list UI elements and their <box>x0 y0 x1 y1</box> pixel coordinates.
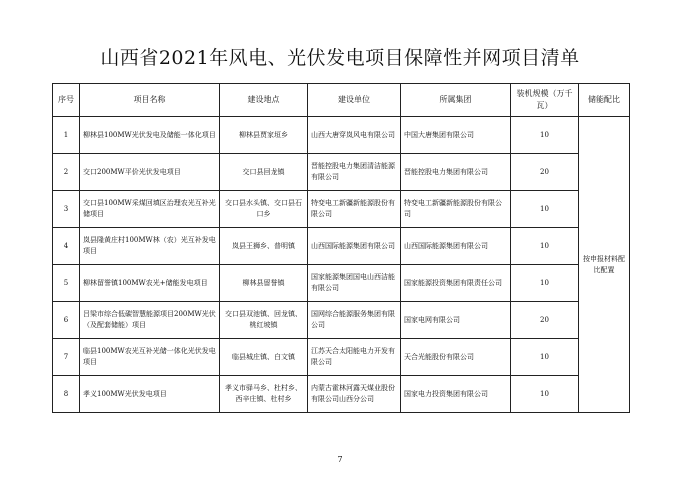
cell-location: 柳林县留誉镇 <box>220 265 308 302</box>
cell-location: 交口县回龙镇 <box>220 154 308 191</box>
cell-group: 天合光能股份有限公司 <box>401 339 511 376</box>
cell-no: 4 <box>53 228 80 265</box>
cell-capacity: 10 <box>511 117 579 154</box>
table-row <box>53 228 630 265</box>
cell-no: 6 <box>53 302 80 339</box>
cell-name: 吕梁市综合低碳智慧能源项目200MW光伏（及配套储能）项目 <box>80 302 220 339</box>
cell-location: 临县城庄镇、白文镇 <box>220 339 308 376</box>
header-capacity: 装机规模（万千瓦） <box>511 84 579 117</box>
cell-name: 岚县隆黄庄村100MW林（农）光互补发电项目 <box>80 228 220 265</box>
cell-capacity: 10 <box>511 265 579 302</box>
cell-builder: 国家能源集团国电山西洁能有限公司 <box>308 265 401 302</box>
cell-location: 岚县王狮乡、普明镇 <box>220 228 308 265</box>
cell-capacity: 20 <box>511 154 579 191</box>
cell-builder: 山西大唐穿岚风电有限公司 <box>308 117 401 154</box>
header-builder: 建设单位 <box>308 84 401 117</box>
header-location: 建设地点 <box>220 84 308 117</box>
cell-capacity: 10 <box>511 376 579 413</box>
cell-capacity: 20 <box>511 302 579 339</box>
header-name: 项目名称 <box>80 84 220 117</box>
header-group: 所属集团 <box>401 84 511 117</box>
table-row <box>53 302 630 339</box>
cell-no: 2 <box>53 154 80 191</box>
cell-group: 国家电网有限公司 <box>401 302 511 339</box>
cell-group: 特变电工新疆新能源股份有限公司 <box>401 191 511 228</box>
cell-name: 交口县100MW采煤回填区治理农光互补光储项目 <box>80 191 220 228</box>
table-row <box>53 117 630 154</box>
cell-builder: 江苏天合太阳能电力开发有限公司 <box>308 339 401 376</box>
cell-group: 国家能源投资集团有限责任公司 <box>401 265 511 302</box>
cell-capacity: 10 <box>511 191 579 228</box>
cell-builder: 国网综合能源服务集团有限公司 <box>308 302 401 339</box>
page-title: 山西省2021年风电、光伏发电项目保障性并网项目清单 <box>100 47 580 69</box>
cell-builder: 山西国际能源集团有限公司 <box>308 228 401 265</box>
table-row <box>53 154 630 191</box>
cell-name: 柳林留誉镇100MW农光+储能发电项目 <box>80 265 220 302</box>
cell-name: 孝义100MW光伏发电项目 <box>80 376 220 413</box>
table-row <box>53 265 630 302</box>
table-row <box>53 191 630 228</box>
header-no: 序号 <box>53 84 80 117</box>
table-header-row <box>53 84 630 117</box>
cell-name: 临县100MW农光互补光储一体化光伏发电项目 <box>80 339 220 376</box>
table-row <box>53 339 630 376</box>
cell-location: 柳林县贾家垣乡 <box>220 117 308 154</box>
cell-no: 1 <box>53 117 80 154</box>
cell-builder: 内蒙古霍林河露天煤业股份有限公司山西分公司 <box>308 376 401 413</box>
cell-group: 山西国际能源集团有限公司 <box>401 228 511 265</box>
cell-location: 孝义市驿马乡、杜村乡、西辛庄镇、杜村乡 <box>220 376 308 413</box>
cell-builder: 特变电工新疆新能源股份有限公司 <box>308 191 401 228</box>
cell-no: 8 <box>53 376 80 413</box>
page-number: 7 <box>337 455 343 464</box>
cell-location: 交口县水头镇、交口县石口乡 <box>220 191 308 228</box>
header-storage: 储能配比 <box>579 84 630 117</box>
cell-capacity: 10 <box>511 339 579 376</box>
cell-capacity: 10 <box>511 228 579 265</box>
cell-name: 柳林县100MW光伏发电及储能一体化项目 <box>80 117 220 154</box>
cell-location: 交口县双池镇、回龙镇、桃红坡镇 <box>220 302 308 339</box>
cell-builder: 晋能控股电力集团清洁能源有限公司 <box>308 154 401 191</box>
cell-name: 交口200MW平价光伏发电项目 <box>80 154 220 191</box>
cell-no: 7 <box>53 339 80 376</box>
cell-no: 3 <box>53 191 80 228</box>
cell-group: 国家电力投资集团有限公司 <box>401 376 511 413</box>
project-table <box>52 83 630 413</box>
cell-group: 中国大唐集团有限公司 <box>401 117 511 154</box>
cell-group: 晋能控股电力集团有限公司 <box>401 154 511 191</box>
cell-no: 5 <box>53 265 80 302</box>
table-row <box>53 376 630 413</box>
cell-storage-note: 按申报材料配比配置 <box>579 117 630 413</box>
